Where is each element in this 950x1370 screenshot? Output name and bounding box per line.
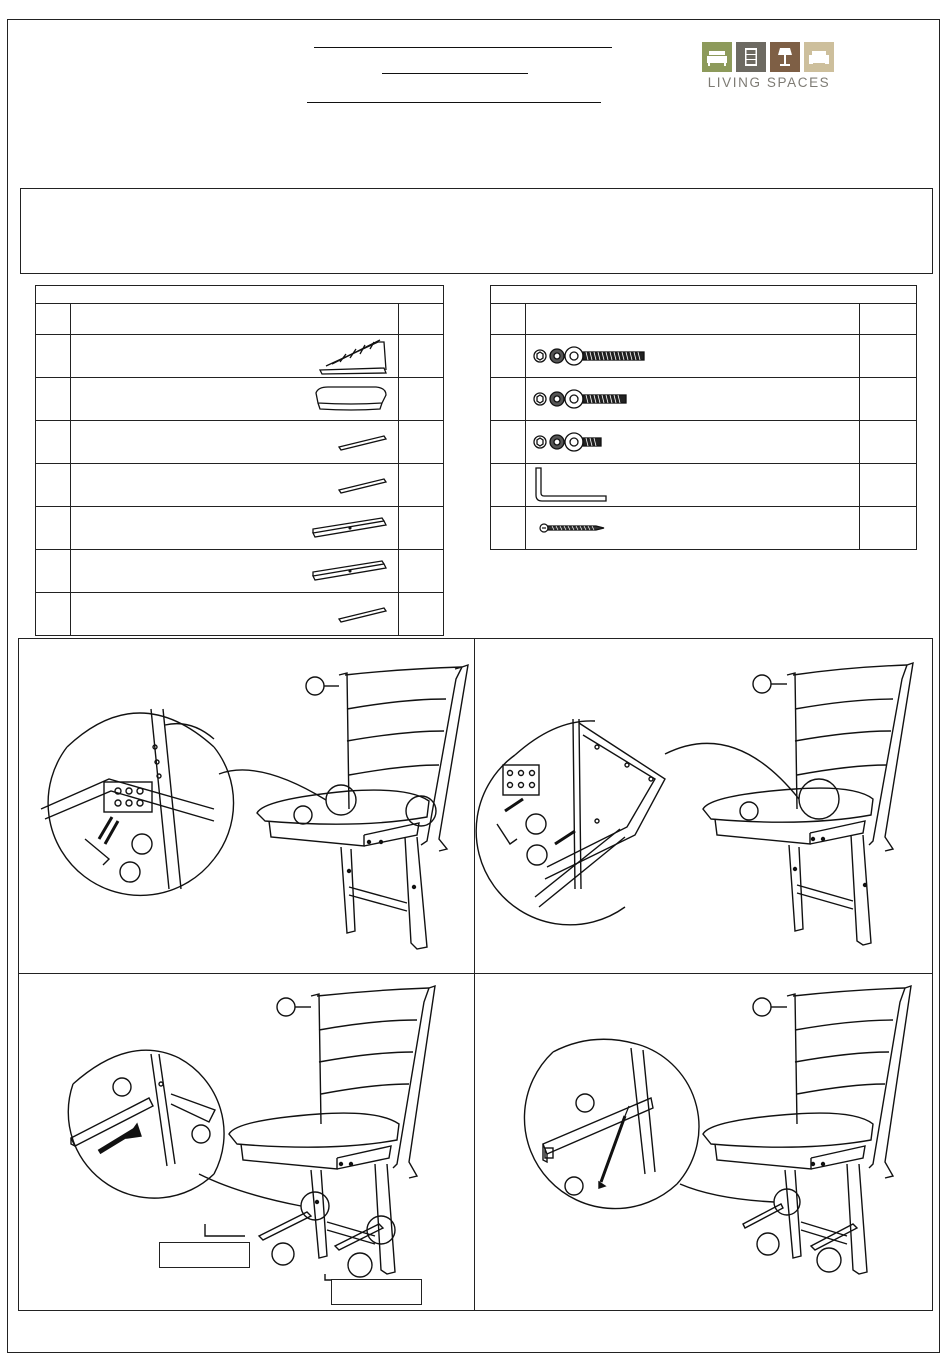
- table-row: [36, 550, 444, 593]
- hardware-qty: [860, 335, 917, 378]
- title-line-1: [314, 47, 612, 48]
- parts-table-title: [36, 286, 444, 304]
- dresser-icon: [736, 42, 766, 72]
- parts-header-id: [36, 304, 71, 335]
- part-qty: [399, 550, 444, 593]
- part-id: [36, 550, 71, 593]
- allen-key-icon: [530, 465, 610, 505]
- table-row: [491, 378, 917, 421]
- bed-icon: [702, 42, 732, 72]
- table-row: [491, 335, 917, 378]
- chair-back-frame-icon: [318, 336, 390, 376]
- table-row: [491, 421, 917, 464]
- parts-header-name: [71, 304, 399, 335]
- step-2-illustration: [475, 639, 933, 974]
- medium-bolt-icon: [530, 386, 630, 412]
- title-line-3: [307, 102, 601, 103]
- hardware-qty: [860, 378, 917, 421]
- hardware-id: [491, 378, 526, 421]
- long-bolt-icon: [530, 343, 648, 369]
- part-qty: [399, 421, 444, 464]
- table-row: [491, 507, 917, 550]
- table-row: [36, 421, 444, 464]
- part-id: [36, 335, 71, 378]
- table-row: [36, 464, 444, 507]
- part-id: [36, 378, 71, 421]
- step-3-callout-box-b: [331, 1279, 422, 1305]
- hardware-id: [491, 335, 526, 378]
- short-bolt-icon: [530, 429, 606, 455]
- hardware-table-title: [491, 286, 917, 304]
- step-3-callout-box-a: [159, 1242, 250, 1268]
- lamp-icon: [770, 42, 800, 72]
- title-line-2: [382, 73, 528, 74]
- side-rail-icon: [310, 558, 390, 584]
- part-id: [36, 464, 71, 507]
- hardware-id: [491, 507, 526, 550]
- hardware-id: [491, 464, 526, 507]
- hardware-qty: [860, 421, 917, 464]
- hardware-table: [490, 285, 917, 550]
- hardware-header-qty: [860, 304, 917, 335]
- parts-table: [35, 285, 444, 636]
- assembly-step-1: [18, 638, 475, 974]
- notice-box: [20, 188, 933, 274]
- hardware-qty: [860, 464, 917, 507]
- brand-logo: [702, 42, 836, 92]
- assembly-step-3: [18, 973, 475, 1311]
- short-stretcher-icon: [336, 431, 390, 453]
- assembly-step-2: [474, 638, 933, 974]
- sofa-icon: [804, 42, 834, 72]
- seat-cushion-icon: [312, 383, 390, 415]
- hardware-header-name: [526, 304, 860, 335]
- parts-header-qty: [399, 304, 444, 335]
- assembly-step-4: [474, 973, 933, 1311]
- hardware-id: [491, 421, 526, 464]
- brand-logo-text: LIVING SPACES: [707, 75, 831, 90]
- table-row: [491, 464, 917, 507]
- table-row: [36, 593, 444, 636]
- table-row: [36, 335, 444, 378]
- part-qty: [399, 378, 444, 421]
- side-rail-icon: [310, 515, 390, 541]
- hardware-qty: [860, 507, 917, 550]
- part-qty: [399, 335, 444, 378]
- short-stretcher-icon: [336, 603, 390, 625]
- part-id: [36, 593, 71, 636]
- step-4-illustration: [475, 974, 933, 1311]
- table-row: [36, 507, 444, 550]
- step-1-illustration: [19, 639, 475, 974]
- wood-screw-icon: [530, 518, 610, 538]
- hardware-header-id: [491, 304, 526, 335]
- part-qty: [399, 593, 444, 636]
- part-id: [36, 507, 71, 550]
- part-qty: [399, 464, 444, 507]
- table-row: [36, 378, 444, 421]
- short-stretcher-icon: [336, 474, 390, 496]
- part-qty: [399, 507, 444, 550]
- part-id: [36, 421, 71, 464]
